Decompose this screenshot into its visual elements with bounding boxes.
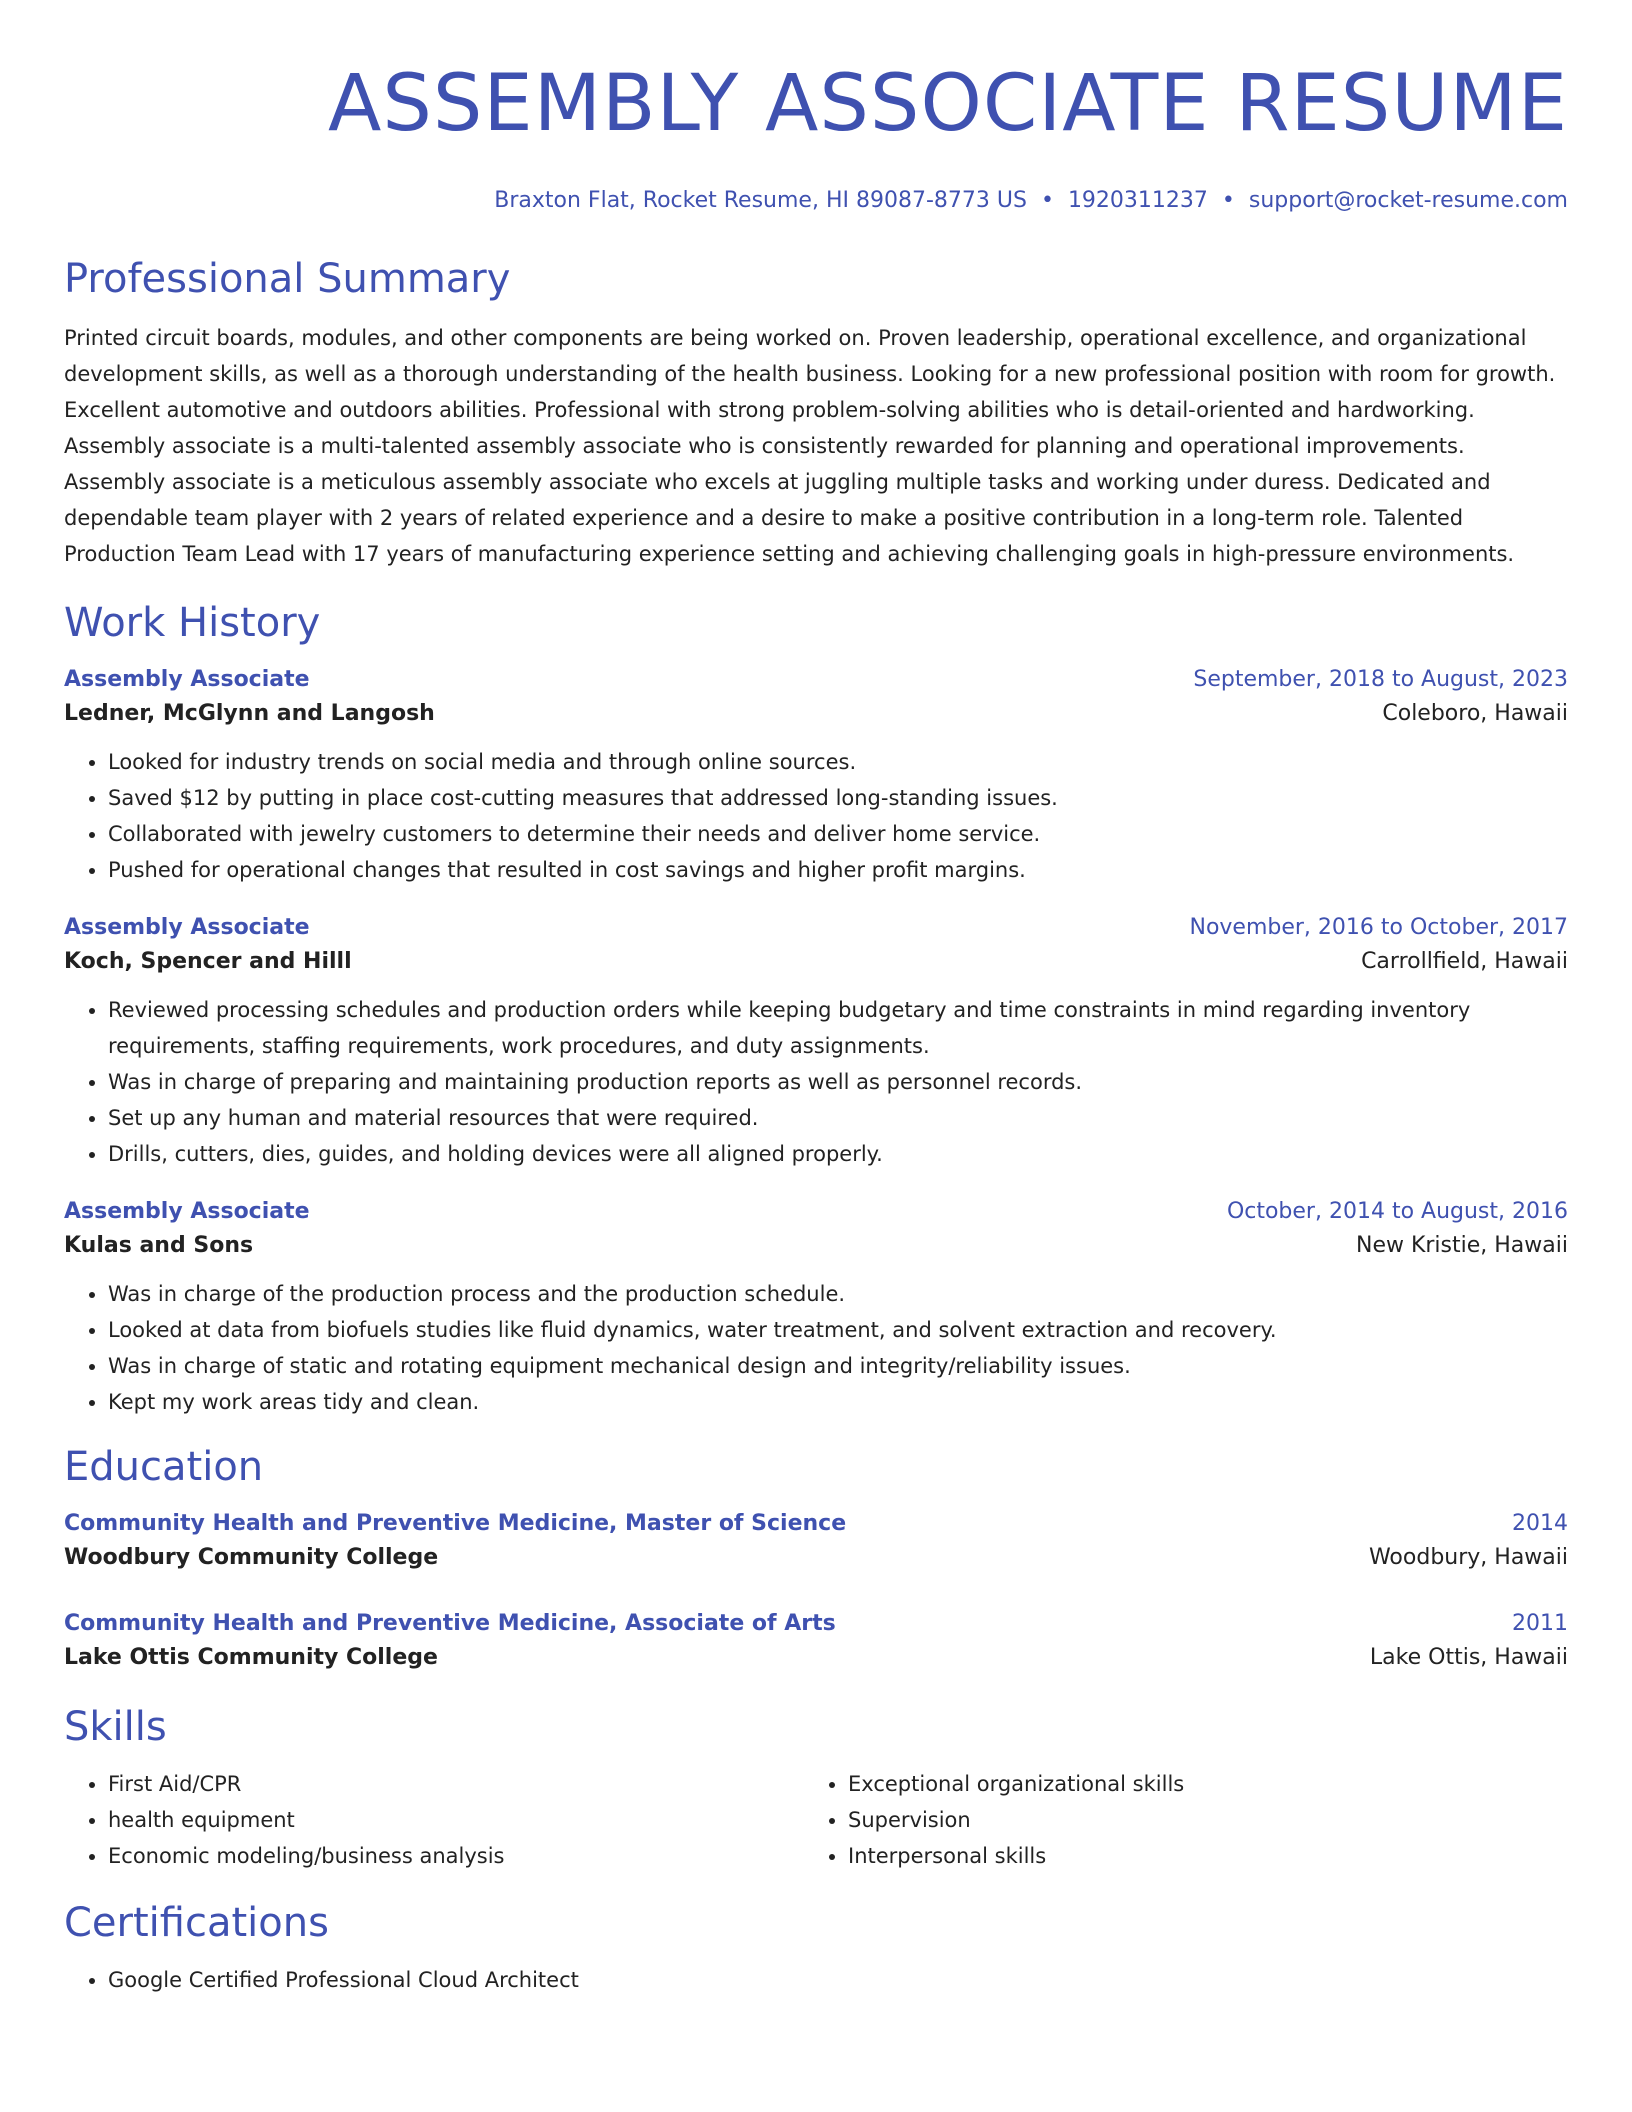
job-dates: November, 2016 to October, 2017 xyxy=(1189,915,1568,940)
list-item: • Looked for industry trends on social media and through online sources. xyxy=(108,744,1568,780)
list-item: • Drills, cutters, dies, guides, and holding devices were all aligned properly. xyxy=(108,1136,1568,1172)
education-entry xyxy=(64,1508,1568,1576)
list-item: • health equipment xyxy=(108,1802,804,1838)
certifications-section xyxy=(64,1898,1568,1998)
list-item: • Was in charge of preparing and maintaining production reports as well as personnel records. xyxy=(108,1064,1568,1100)
job-bullets xyxy=(64,992,1568,1172)
job-location: Coleboro, Hawaii xyxy=(1382,701,1568,726)
list-item: • Set up any human and material resources that were required. xyxy=(108,1100,1568,1136)
separator: • xyxy=(1040,188,1054,213)
section-title-summary: Professional Summary xyxy=(64,256,511,302)
list-item: • Pushed for operational changes that resulted in cost savings and higher profit margins. xyxy=(108,852,1568,888)
list-item: • Reviewed processing schedules and production orders while keeping budgetary and time constraints in mind regarding inventory requirements, staffing requirements, work procedures, and duty assignments. xyxy=(108,992,1568,1064)
list-item: • Was in charge of static and rotating equipment mechanical design and integrity/reliability issues. xyxy=(108,1348,1568,1384)
job-location: Carrollfield, Hawaii xyxy=(1361,949,1568,974)
section-title-skills: Skills xyxy=(64,1704,167,1750)
job-dates: September, 2018 to August, 2023 xyxy=(1193,667,1568,692)
degree: Community Health and Preventive Medicine, Master of Science xyxy=(64,1511,847,1536)
section-title-work: Work History xyxy=(64,600,321,646)
skills-list-right xyxy=(804,1766,1544,1874)
job-location: New Kristie, Hawaii xyxy=(1355,1233,1568,1258)
job-title: Assembly Associate xyxy=(64,667,310,692)
list-item: • Looked at data from biofuels studies like fluid dynamics, water treatment, and solvent extraction and recovery. xyxy=(108,1312,1568,1348)
summary-section xyxy=(64,254,1568,572)
resume-header xyxy=(64,56,1568,216)
education-section xyxy=(64,1442,1568,1676)
work-history-section xyxy=(64,598,1568,1420)
school-name: Woodbury Community College xyxy=(64,1545,439,1570)
job-dates: October, 2014 to August, 2016 xyxy=(1226,1199,1568,1224)
degree: Community Health and Preventive Medicine, Associate of Arts xyxy=(64,1611,836,1636)
list-item: • Google Certified Professional Cloud Architect xyxy=(108,1962,1568,1998)
separator: • xyxy=(1221,188,1235,213)
skills-list-left xyxy=(64,1766,804,1874)
section-title-education: Education xyxy=(64,1444,264,1490)
list-item: • Was in charge of the production process and the production schedule. xyxy=(108,1276,1568,1312)
skills-section xyxy=(64,1702,1568,1874)
graduation-year: 2011 xyxy=(1512,1611,1568,1636)
certifications-list xyxy=(64,1962,1568,1998)
school-name: Lake Ottis Community College xyxy=(64,1645,438,1670)
job-title: Assembly Associate xyxy=(64,1199,310,1224)
list-item: • Economic modeling/business analysis xyxy=(108,1838,804,1874)
list-item: • Collaborated with jewelry customers to determine their needs and deliver home service. xyxy=(108,816,1568,852)
job-entry xyxy=(64,664,1568,888)
list-item: • Exceptional organizational skills xyxy=(848,1766,1544,1802)
job-entry xyxy=(64,1196,1568,1420)
company-name: Koch, Spencer and Hilll xyxy=(64,949,352,974)
school-location: Woodbury, Hawaii xyxy=(1368,1545,1568,1570)
company-name: Kulas and Sons xyxy=(64,1233,254,1258)
list-item: • First Aid/CPR xyxy=(108,1766,804,1802)
list-item: • Saved $12 by putting in place cost-cutting measures that addressed long-standing issues. xyxy=(108,780,1568,816)
company-name: Ledner, McGlynn and Langosh xyxy=(64,701,435,726)
address: Braxton Flat, Rocket Resume, HI 89087-8773 US xyxy=(494,188,1027,213)
graduation-year: 2014 xyxy=(1512,1511,1568,1536)
job-bullets xyxy=(64,1276,1568,1420)
list-item: • Kept my work areas tidy and clean. xyxy=(108,1384,1568,1420)
list-item: • Interpersonal skills xyxy=(848,1838,1544,1874)
skills-columns xyxy=(64,1766,1568,1874)
phone: 1920311237 xyxy=(1067,188,1208,213)
contact-line xyxy=(64,186,1568,216)
list-item: • Supervision xyxy=(848,1802,1544,1838)
education-entry xyxy=(64,1608,1568,1676)
job-title: Assembly Associate xyxy=(64,915,310,940)
job-entry xyxy=(64,912,1568,1172)
email-link[interactable]: support@rocket-resume.com xyxy=(1248,188,1568,213)
school-location: Lake Ottis, Hawaii xyxy=(1369,1645,1568,1670)
resume-title: ASSEMBLY ASSOCIATE RESUME xyxy=(328,59,1568,149)
job-bullets xyxy=(64,744,1568,888)
summary-text: Printed circuit boards, modules, and other components are being worked on. Proven leadership, operational excellence, and organizational development skills, as well as a thorough understanding of the health business. Looking for a new professional position with room for growth. Excellent automotive and outdoors abilities. Professional with strong problem-solving abilities who is detail-oriented and hardworking. Assembly associate is a multi-talented assembly associate who is consistently rewarded for planning and operational improvements. Assembly associate is a meticulous assembly associate who excels at juggling multiple tasks and working under duress. Dedicated and dependable team player with 2 years of related experience and a desire to make a positive contribution in a long-term role. Talented Production Team Lead with 17 years of manufacturing experience setting and achieving challenging goals in high-pressure environments. xyxy=(64,326,1556,566)
section-title-certifications: Certifications xyxy=(64,1900,329,1946)
